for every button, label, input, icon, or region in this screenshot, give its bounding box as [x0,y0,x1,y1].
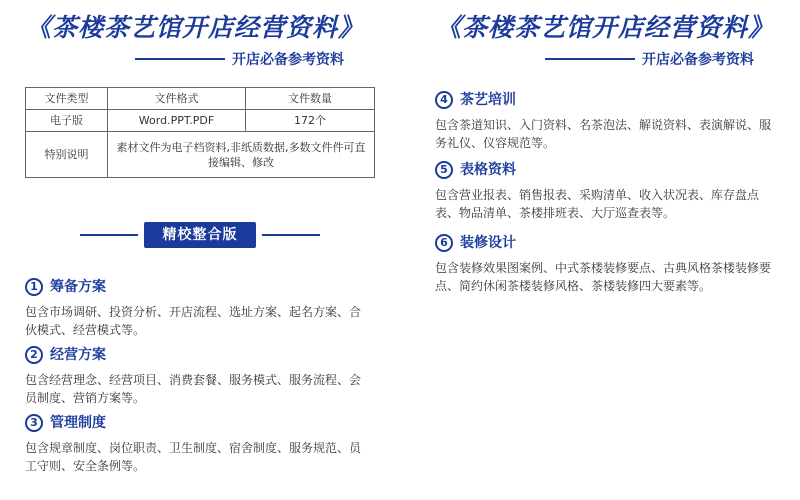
section-management [25,413,370,475]
table-cell: 172个 [246,110,375,132]
section-title: 筹备方案 [50,279,106,295]
subtitle-row [410,47,800,69]
section-header [435,160,780,180]
edition-badge-row [0,222,390,248]
section-tea-art-training [435,90,780,152]
section-header [25,413,370,433]
table-cell: 特别说明 [26,132,108,178]
section-number-icon: 6 [435,234,453,252]
table-header-row [26,88,375,110]
left-panel [0,0,390,500]
section-header [25,345,370,365]
section-number-icon: 2 [25,346,43,364]
table-header-cell: 文件类型 [26,88,108,110]
file-info-table [25,87,375,178]
section-number-icon: 3 [25,414,43,432]
page-title: 《茶楼茶艺馆开店经营资料》 [25,13,364,42]
section-title: 茶艺培训 [460,92,516,108]
badge-divider-left [80,234,138,236]
section-forms [435,160,780,222]
section-body: 包含茶道知识、入门资料、名茶泡法、解说资料、表演解说、服务礼仪、仪容规范等。 [435,118,772,150]
badge-divider-right [262,234,320,236]
table-cell: 素材文件为电子档资料,非纸质数据,多数文件件可直接编辑、修改 [108,132,375,178]
table-cell: 电子版 [26,110,108,132]
section-body: 包含营业报表、销售报表、采购清单、收入状况表、库存盘点表、物品清单、茶楼排班表、大厅巡查表等。 [435,188,760,220]
section-header [435,90,780,110]
subtitle: 开店必备参考资料 [642,52,754,68]
right-panel [410,0,800,500]
section-body: 包含市场调研、投资分析、开店流程、选址方案、起名方案、合伙模式、经营模式等。 [25,305,362,337]
section-number-icon: 1 [25,278,43,296]
table-header-cell: 文件格式 [108,88,246,110]
section-header [25,277,370,297]
subtitle-divider [545,58,635,60]
subtitle-row [0,47,390,69]
section-body: 包含规章制度、岗位职责、卫生制度、宿舍制度、服务规范、员工守则、安全条例等。 [25,441,362,473]
edition-badge: 精校整合版 [144,222,256,248]
section-title: 管理制度 [50,415,106,431]
table-row [26,132,375,178]
section-title: 装修设计 [460,235,516,251]
section-number-icon: 5 [435,161,453,179]
section-title: 表格资料 [460,162,516,178]
page-title: 《茶楼茶艺馆开店经营资料》 [435,13,774,42]
table-header-cell: 文件数量 [246,88,375,110]
section-decoration-design [435,233,780,295]
section-operation [25,345,370,407]
section-body: 包含经营理念、经营项目、消费套餐、服务模式、服务流程、会员制度、营销方案等。 [25,373,362,405]
section-number-icon: 4 [435,91,453,109]
subtitle: 开店必备参考资料 [232,52,344,68]
section-title: 经营方案 [50,347,106,363]
subtitle-divider [135,58,225,60]
table-cell: Word.PPT.PDF [108,110,246,132]
section-preparation [25,277,370,339]
section-header [435,233,780,253]
table-row [26,110,375,132]
section-body: 包含装修效果图案例、中式茶楼装修要点、古典风格茶楼装修要点、简约休闲茶楼装修风格、茶楼装修四大要素等。 [435,261,772,293]
